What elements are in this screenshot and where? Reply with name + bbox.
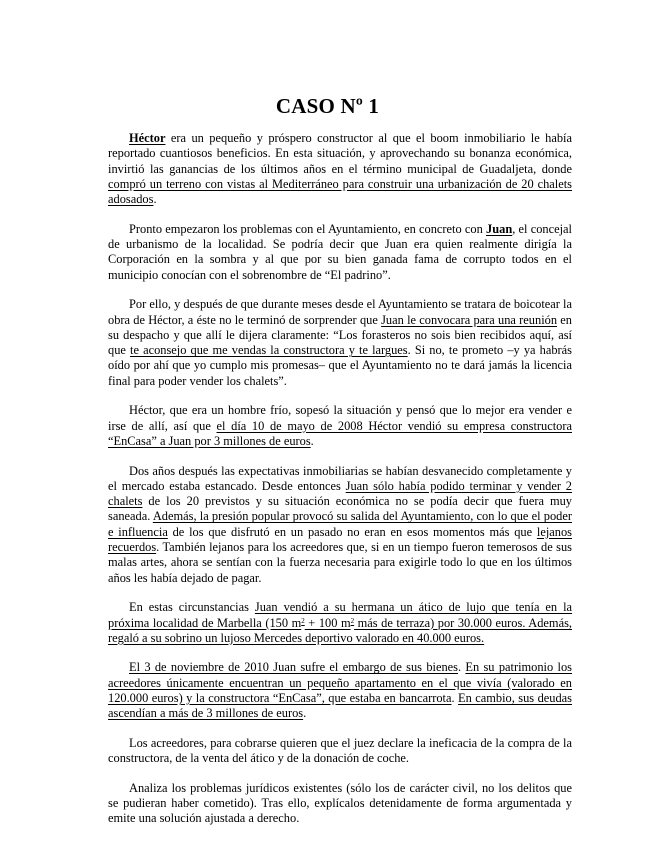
underlined-text: En cambio, sus deudas ascendían a más de 3 millones de euros: [108, 690, 572, 721]
paragraph: [108, 131, 572, 207]
underlined-text: Juan vendió a su hermana un ático de lujo que tenía en la próxima localidad de Marbella (150 m: [108, 600, 573, 630]
page-title: CASO Nº 1: [275, 94, 380, 118]
text-run: .: [457, 660, 466, 675]
underlined-text: El 3 de noviembre de 2010 Juan sufre el embargo de sus bienes: [129, 660, 458, 675]
underlined-text: Juan sólo había podido terminar y vender 2 chalets: [108, 478, 572, 509]
underlined-text: 2: [301, 616, 305, 625]
underlined-text: + 100 m: [304, 615, 351, 630]
text-run: .: [153, 192, 157, 207]
text-run: [130, 343, 408, 357]
person-name: Juan: [486, 221, 513, 236]
person-name: Héctor: [129, 131, 166, 145]
text-run: [108, 177, 572, 206]
paragraph: [108, 222, 572, 283]
underlined-text: lejanos recuerdos: [108, 524, 572, 555]
text-run: , el concejal de urbanismo de la localidad. Se podría decir que Juan era quien realmente dirigía la Corporación en la sombra y al que por su bien ganada fama de corrupto todos en el municipio conocían con el sobrenombre de “El padrino”.: [108, 221, 572, 282]
text-run: Dos años después las expectativas inmobiliarias se habían desvanecido completamente y el mercado estaba estancado. Desde entonces: [108, 463, 572, 493]
bold-text: [486, 222, 512, 236]
text-run: En estas circunstancias: [129, 600, 255, 615]
text-run: Pronto empezaron los problemas con el Ayuntamiento, en concreto con: [129, 221, 487, 236]
paragraph: [108, 781, 572, 827]
bold-text: [129, 131, 165, 145]
underlined-text: te aconsejo que me vendas la constructora y te largues: [130, 343, 408, 358]
text-run: de los 20 previstos y su situación económica no se podía decir que fuera muy saneada.: [108, 494, 572, 524]
underlined-text: Además, la presión popular provocó su salida del Ayuntamiento, con lo que el poder e influencia: [108, 509, 572, 539]
text-run: .: [303, 706, 307, 721]
underlined-text: el día 10 de mayo de 2008 Héctor vendió su empresa constructora “EnCasa” a Juan por 3 millones de euros: [108, 418, 573, 448]
text-run: .: [310, 433, 314, 448]
text-run: . También lejanos para los acreedores que, si en un tiempo fueron temerosos de sus malas artes, ahora se sentían con la fuerza necesaria para exigirle todo lo que en los últimos años les había dejado de pagar.: [108, 540, 572, 585]
text-run: en su despacho y que allí le dijera claramente: “Los forasteros no sois bien recibidos aquí, así que: [108, 312, 573, 358]
text-run: Analiza los problemas jurídicos existentes (sólo los de carácter civil, no los delitos que se pudieran haber cometido). Tras ello, explícalos detenidamente de forma argumentada y emite una solución ajustada a derecho.: [108, 780, 572, 826]
text-run: . Si no, te prometo –y ya habrás oído por ahí que yo cumplo mis promesas– que el Ayuntamiento no te dará jamás la licencia final para poder vender los chalets”.: [108, 343, 573, 388]
text-run: de los que disfrutó en un pasado no eran en esos momentos más que: [167, 524, 537, 539]
text-run: .: [451, 690, 459, 705]
underlined-text: 2: [350, 616, 355, 625]
paragraph: [108, 297, 572, 389]
paragraph: [108, 660, 572, 721]
text-run: Los acreedores, para cobrarse quieren que el juez declare la ineficacia de la compra de la constructora, de la venta del ático y de la donación de coche.: [108, 735, 572, 766]
underlined-text: más de terraza) por 30.000 euros. Además, regaló a su sobrino un lujoso Mercedes deportivo valorado en 40.000 euros.: [108, 615, 572, 645]
text-run: [381, 313, 557, 327]
text-run: Héctor, que era un hombre frío, sopesó la situación y pensó que lo mejor era vender e irse de allí, así que: [108, 403, 572, 433]
underlined-text: En su patrimonio los acreedores únicamente encuentran un pequeño apartamento en el que vivía (valorado en 120.000 euros) y la constructora “EnCasa”, que estaba en bancarrota: [108, 660, 572, 705]
paragraph: [108, 464, 572, 586]
underlined-text: compró un terreno con vistas al Mediterráneo para construir una urbanización de 20 chalets adosados: [108, 176, 572, 207]
text-run: era un pequeño y próspero constructor al que el boom inmobiliario le había reportado cuantiosos beneficios. En esta situación, y aprovechando su bonanza económica, invirtió las ganancias de los últimos años en el término municipal de Guadaljeta, donde: [108, 131, 572, 176]
text-run: [129, 660, 458, 674]
paragraph: [108, 403, 572, 449]
document-body: [108, 131, 572, 841]
text-run: [305, 616, 351, 630]
underlined-text: Juan le convocara para una reunión: [381, 312, 558, 327]
paragraph: [108, 600, 572, 646]
paragraph: [108, 736, 572, 767]
text-run: Por ello, y después de que durante meses desde el Ayuntamiento se tratara de boicotear la obra de Héctor, a éste no le terminó de sorprender que: [108, 297, 572, 327]
